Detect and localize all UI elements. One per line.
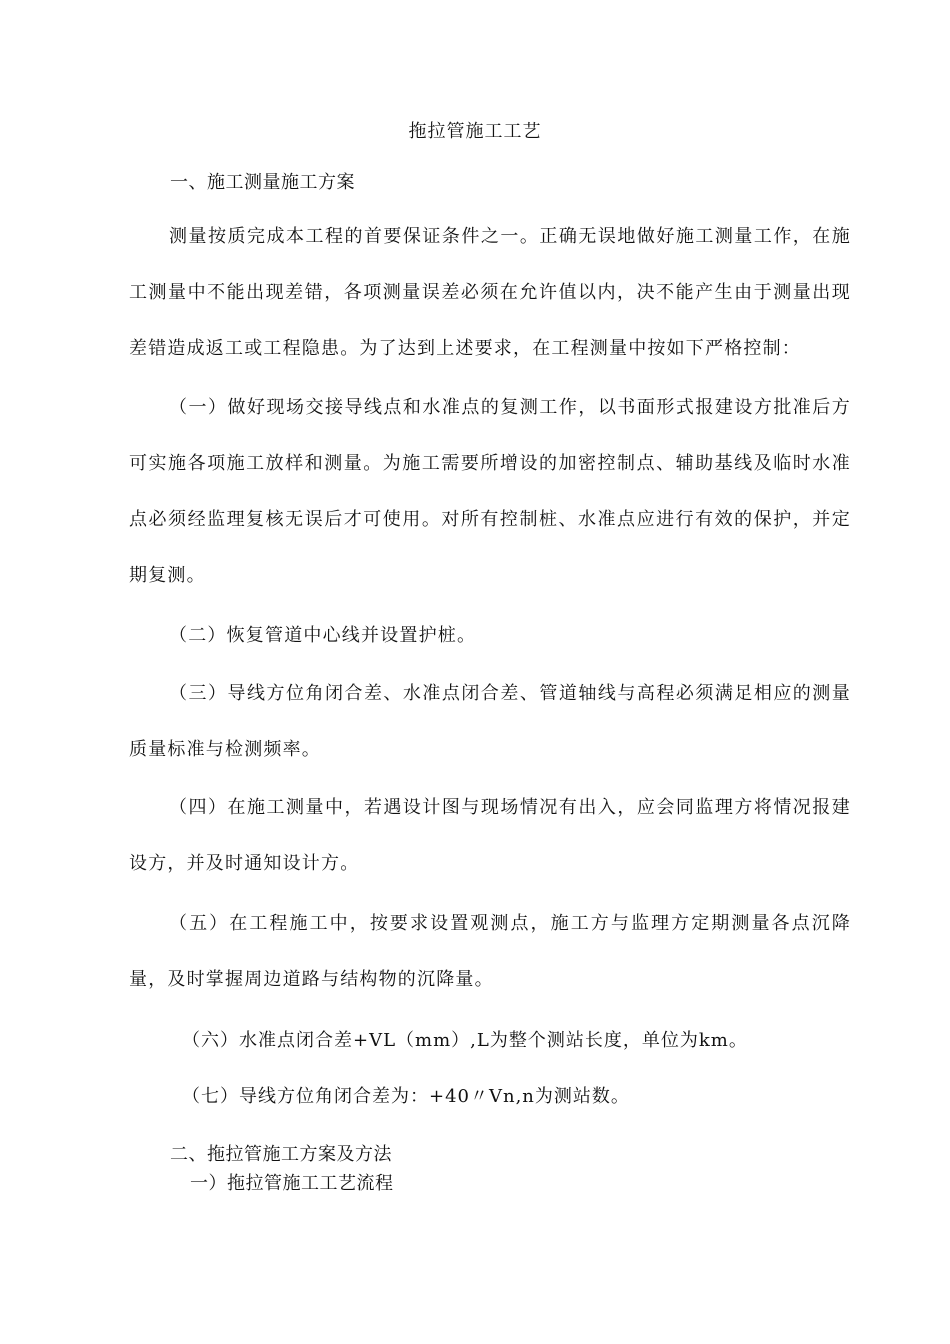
section-1-item-7-line: （七）导线方位角闭合差为：+40〃Vn,n为测站数。 [182, 1086, 630, 1107]
section-2-subheading: 一）拖拉管施工工艺流程 [190, 1173, 394, 1194]
section-1-item-6-line: （六）水准点闭合差+VL（mm）,L为整个测站长度，单位为km。 [182, 1030, 748, 1051]
section-1-intro-paragraph: 测量按质完成本工程的首要保证条件之一。正确无误地做好施工测量工作，在施工测量中不能出现差错，各项测量误差必须在允许值以内，决不能产生由于测量出现差错造成返工或工程隐患。为了达到上述要求，在工程测量中按如下严格控制： [129, 226, 851, 359]
section-1-item-3-paragraph: （三）导线方位角闭合差、水准点闭合差、管道轴线与高程必须满足相应的测量质量标准与检测频率。 [129, 683, 851, 760]
section-1-heading: 一、施工测量施工方案 [170, 172, 355, 193]
section-2-heading: 二、拖拉管施工方案及方法 [170, 1144, 392, 1165]
section-1-item-5-paragraph: （五）在工程施工中，按要求设置观测点，施工方与监理方定期测量各点沉降量，及时掌握周边道路与结构物的沉降量。 [129, 913, 851, 990]
section-1-item-2-paragraph: （二）恢复管道中心线并设置护桩。 [169, 625, 477, 646]
section-1-item-4-paragraph: （四）在施工测量中，若遇设计图与现场情况有出入，应会同监理方将情况报建设方，并及时通知设计方。 [129, 797, 851, 874]
section-1-item-1-paragraph: （一）做好现场交接导线点和水准点的复测工作，以书面形式报建设方批准后方可实施各项施工放样和测量。为施工需要所增设的加密控制点、辅助基线及临时水准点必须经监理复核无误后才可使用。对所有控制桩、水准点应进行有效的保护，并定期复测。 [129, 397, 851, 586]
document-title: 拖拉管施工工艺 [408, 121, 542, 142]
